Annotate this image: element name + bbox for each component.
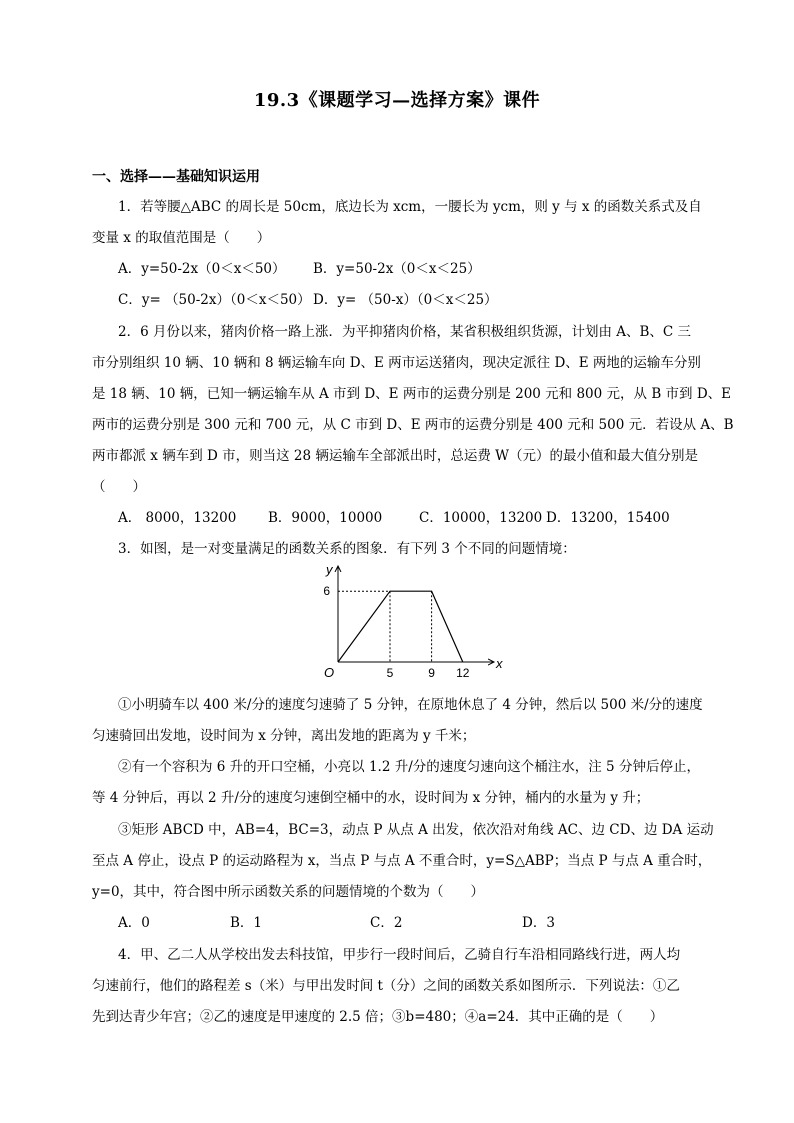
q3-option-c: C．2	[370, 915, 403, 931]
q2-option-a: A． 8000，13200	[118, 510, 237, 526]
q3-option-a: A．0	[118, 915, 150, 931]
q1-option-a: A．y=50-2x（0＜x＜50）	[118, 261, 286, 277]
q3-scenario3-line2: 至点 A 停止，设点 P 的运动路程为 x，当点 P 与点 A 不重合时，y=S△ABP；当点 P 与点 A 重合时，	[92, 853, 712, 869]
q2-line5: 两市都派 x 辆车到 D 市，则当这 28 辆运输车全部派出时，总运费 W（元）的最小值和最大值分别是	[92, 448, 699, 464]
q4-line2: 匀速前行，他们的路程差 s（米）与甲出发时间 t（分）之间的函数关系如图所示．下列说法：①乙	[92, 978, 680, 994]
q3-option-d: D．3	[522, 915, 555, 931]
q3-scenario2-line1: ②有一个容积为 6 升的开口空桶，小亮以 1.2 升/分的速度匀速向这个桶注水，注 5 分钟后停止，	[118, 759, 700, 775]
page-title: 19.3《课题学习—选择方案》课件	[253, 90, 541, 111]
function-graph	[318, 560, 508, 685]
q3-option-b: B．1	[230, 915, 263, 931]
q2-line1: 2．6 月份以来，猪肉价格一路上涨．为平抑猪肉价格，某省积极组织货源，计划由 A、B、C 三	[118, 324, 692, 340]
q2-option-c: C．10000，13200	[419, 510, 543, 526]
q3-scenario2-line2: 等 4 分钟后，再以 2 升/分的速度匀速倒空桶中的水，设时间为 x 分钟，桶内的水量为 y 升；	[92, 790, 650, 806]
q1-option-d: D．y= （50-x）（0＜x＜25）	[313, 292, 498, 308]
q2-line6: （ ）	[92, 479, 146, 495]
q3-scenario1-line1: ①小明骑车以 400 米/分的速度匀速骑了 5 分钟，在原地休息了 4 分钟，然后以 500 米/分的速度	[118, 697, 703, 713]
y-tick-label-6: 6	[323, 584, 330, 599]
q3-scenario3-line3: y=0，其中，符合图中所示函数关系的问题情境的个数为（ ）	[92, 884, 485, 900]
q4-line1: 4．甲、乙二人从学校出发去科技馆，甲步行一段时间后，乙骑自行车沿相同路线行进，两人均	[118, 947, 681, 963]
y-axis-label: y	[326, 562, 333, 577]
x-axis-label: x	[496, 656, 503, 671]
q2-line3: 是 18 辆、10 辆，已知一辆运输车从 A 市到 D、E 两市的运费分别是 200 元和 800 元，从 B 市到 D、E	[92, 386, 731, 402]
q2-option-b: B．9000，10000	[268, 510, 383, 526]
origin-label: O	[324, 665, 335, 680]
q1-line1: 1．若等腰△ABC 的周长是 50cm，底边长为 xcm，一腰长为 ycm，则 y 与 x 的函数关系式及自	[118, 199, 702, 215]
q2-option-d: D．13200，15400	[546, 510, 670, 526]
x-tick-label-9: 9	[428, 666, 435, 680]
x-tick-label-5: 5	[386, 666, 394, 680]
q3-intro: 3．如图，是一对变量满足的函数关系的图象．有下列 3 个不同的问题情境：	[118, 541, 576, 557]
q1-option-b: B．y=50-2x（0＜x＜25）	[313, 261, 481, 277]
q3-scenario3-line1: ③矩形 ABCD 中，AB=4，BC=3，动点 P 从点 A 出发，依次沿对角线 AC、边 CD、边 DA 运动	[118, 822, 714, 838]
q4-line3: 先到达青少年宫；②乙的速度是甲速度的 2.5 倍；③b=480；④a=24．其中正确的是（ ）	[92, 1009, 664, 1025]
q2-line4: 两市的运费分别是 300 元和 700 元，从 C 市到 D、E 两市的运费分别是 400 元和 500 元．若设从 A、B	[92, 417, 734, 433]
x-tick-label-12: 12	[456, 666, 470, 680]
series-line	[338, 591, 463, 662]
q2-line2: 市分别组织 10 辆、10 辆和 8 辆运输车向 D、E 两市运送猪肉，现决定派往 D、E 两地的运输车分别	[92, 355, 701, 371]
q3-scenario1-line2: 匀速骑回出发地，设时间为 x 分钟，离出发地的距离为 y 千米；	[92, 728, 476, 744]
q1-line2: 变量 x 的取值范围是（ ）	[92, 230, 271, 246]
section-heading: 一、选择——基础知识运用	[92, 169, 260, 185]
q1-option-c: C．y= （50-2x）（0＜x＜50）	[118, 292, 311, 308]
